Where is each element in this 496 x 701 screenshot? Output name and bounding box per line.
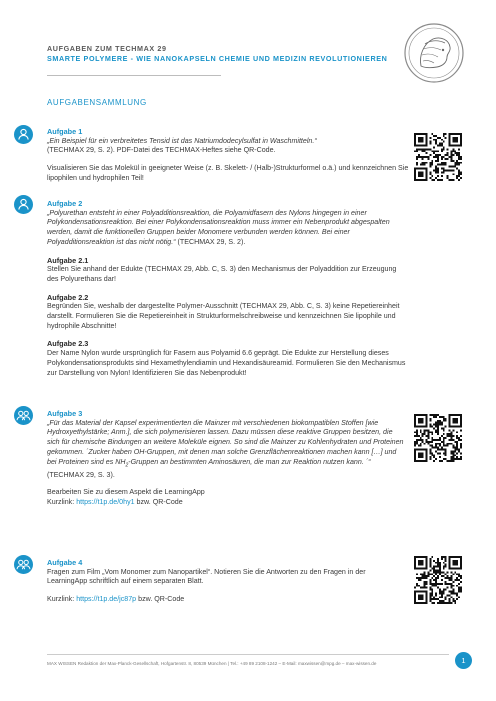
header-series-title: AUFGABEN ZUM TECHMAX 29 (47, 44, 167, 53)
task-2-quote: „Polyurethan entsteht in einer Polyadditionsreaktion, die Polyamidfasern des Nylons hingegen in einer Polykondensationsreaktion. Bei einer Polykondensationsreaktion muss immer ein Nebenprodukt abgespalten werden, damit die funktionellen Gruppen beider Monomere verbunden werden können. Bei einer Polyadditionsreaktion ist das nicht nötig.“ (47, 208, 390, 246)
task-2-1-text: Stellen Sie anhand der Edukte (TECHMAX 29, Abb. C, S. 3) den Mechanismus der Polyaddition zur Erzeugung des Polyurethans dar! (47, 265, 397, 283)
task-2-source: (TECHMAX 29, S. 2). (177, 237, 246, 246)
footer-imprint: MAX WISSEN Redaktion der Max-Planck-Gesellschaft, Hofgartenstr. 8, 80539 München | Tel.: +49 89 2108-1242 – E-Mail: maxwissen@mpg.de – max-wissen.de (47, 661, 377, 666)
section-title: AUFGABENSAMMLUNG (47, 98, 147, 107)
task-3 (47, 409, 407, 508)
task-3-shortlink-label: Kurzlink: (47, 498, 75, 507)
task-4 (47, 558, 407, 605)
task-1-source: (TECHMAX 29, S. 2). PDF-Datei des TECHMAX-Heftes siehe QR-Code. (47, 146, 276, 155)
task-1 (47, 127, 412, 184)
task-1-instruction: Visualisieren Sie das Molekül in geeigneter Weise (z. B. Skelett- / (Halb-)Strukturformel o.ä.) und kennzeichnen Sie lipophilen und hydrophilen Teil! (47, 164, 409, 182)
task-3-shortlink[interactable]: https://t1p.de/0hy1 (76, 498, 135, 507)
task-1-person-icon (14, 125, 33, 144)
task-2-2-title: Aufgabe 2.2 (47, 292, 89, 302)
task-4-instruction: Fragen zum Film „Vom Monomer zum Nanopartikel“. Notieren Sie die Antworten zu den Fragen in der LearningApp schriftlich auf einem separaten Blatt. (47, 567, 366, 586)
task-4-shortlink-suffix: bzw. QR-Code (138, 595, 185, 604)
task-3-quote-part-2: -Gruppen an bestimmten Aminosäuren, die man zur Reaktion nutzen kann. ´“ (128, 457, 371, 466)
task-1-title: Aufgabe 1 (47, 127, 83, 136)
task-4-group-icon (14, 555, 33, 574)
task-2-2-text: Begründen Sie, weshalb der dargestellte Polymer-Ausschnitt (TECHMAX 29, Abb. C, S. 3) keine Repetiereinheit darstellt. Formulieren Sie die Repetiereinheit in Strukturformelschreibweise und kennzeichnen Sie lipophile und hydrophile Abschnitte! (47, 302, 400, 330)
task-2-3-title: Aufgabe 2.3 (47, 339, 89, 349)
page-number: 1 (455, 652, 472, 669)
task-2-3-text: Der Name Nylon wurde ursprünglich für Fasern aus Polyamid 6.6 geprägt. Die Edukte zur Herstellung dieses Polykondensationsprodukts sind Hexamethylendiamin und Hexandisäureamid. Formulieren Sie den Mechanismus zur Darstellung von Nylon! Identifizieren Sie das Nebenprodukt! (47, 349, 406, 377)
task-3-quote-subscript: 2 (125, 461, 129, 468)
footer-divider (47, 654, 449, 655)
minerva-logo (403, 22, 465, 84)
header-topic-title: SMARTE POLYMERE - WIE NANOKAPSELN CHEMIE UND MEDIZIN REVOLUTIONIEREN (47, 54, 388, 63)
qr-code-learningapp-3[interactable] (414, 414, 462, 462)
task-4-title: Aufgabe 4 (47, 558, 83, 567)
task-4-shortlink[interactable]: https://t1p.de/jc87p (76, 595, 137, 604)
task-3-quote-part-1: „Für das Material der Kapsel experimentierten die Mainzer mit verschiedenen biokompatiblen Stoffen [wie Hydroxyethylstärke; Anm.], die sich polymerisieren lassen. Dazu müssen diese reaktive Gruppen besitzen, die sich für chemische Bindungen an weitere Moleküle eignen. So sind die Mainzer zu Kohlenhydraten und Proteinen gekommen. ´Zucker haben OH-Gruppen, mit denen man solche Grenzflächenreaktionen machen kann […] und bei Proteinen sind es NH (47, 418, 404, 466)
task-2-1-title: Aufgabe 2.1 (47, 255, 89, 265)
task-2 (47, 199, 407, 378)
task-4-shortlink-label: Kurzlink: (47, 595, 75, 604)
task-2-person-icon (14, 195, 33, 214)
task-3-source: (TECHMAX 29, S. 3). (47, 470, 115, 479)
task-3-group-icon (14, 406, 33, 425)
task-2-title: Aufgabe 2 (47, 199, 83, 208)
qr-code-learningapp-4[interactable] (414, 556, 462, 604)
task-3-instruction: Bearbeiten Sie zu diesem Aspekt die LearningApp (47, 488, 205, 497)
task-3-quote (47, 419, 403, 466)
task-3-shortlink-suffix: bzw. QR-Code (136, 498, 183, 507)
task-3-title: Aufgabe 3 (47, 409, 83, 418)
task-1-quote: „Ein Beispiel für ein verbreitetes Tensid ist das Natriumdodecylsulfat in Waschmitteln.“ (47, 136, 317, 145)
header-divider (47, 75, 221, 76)
qr-code-techmax-pdf[interactable] (414, 133, 462, 181)
